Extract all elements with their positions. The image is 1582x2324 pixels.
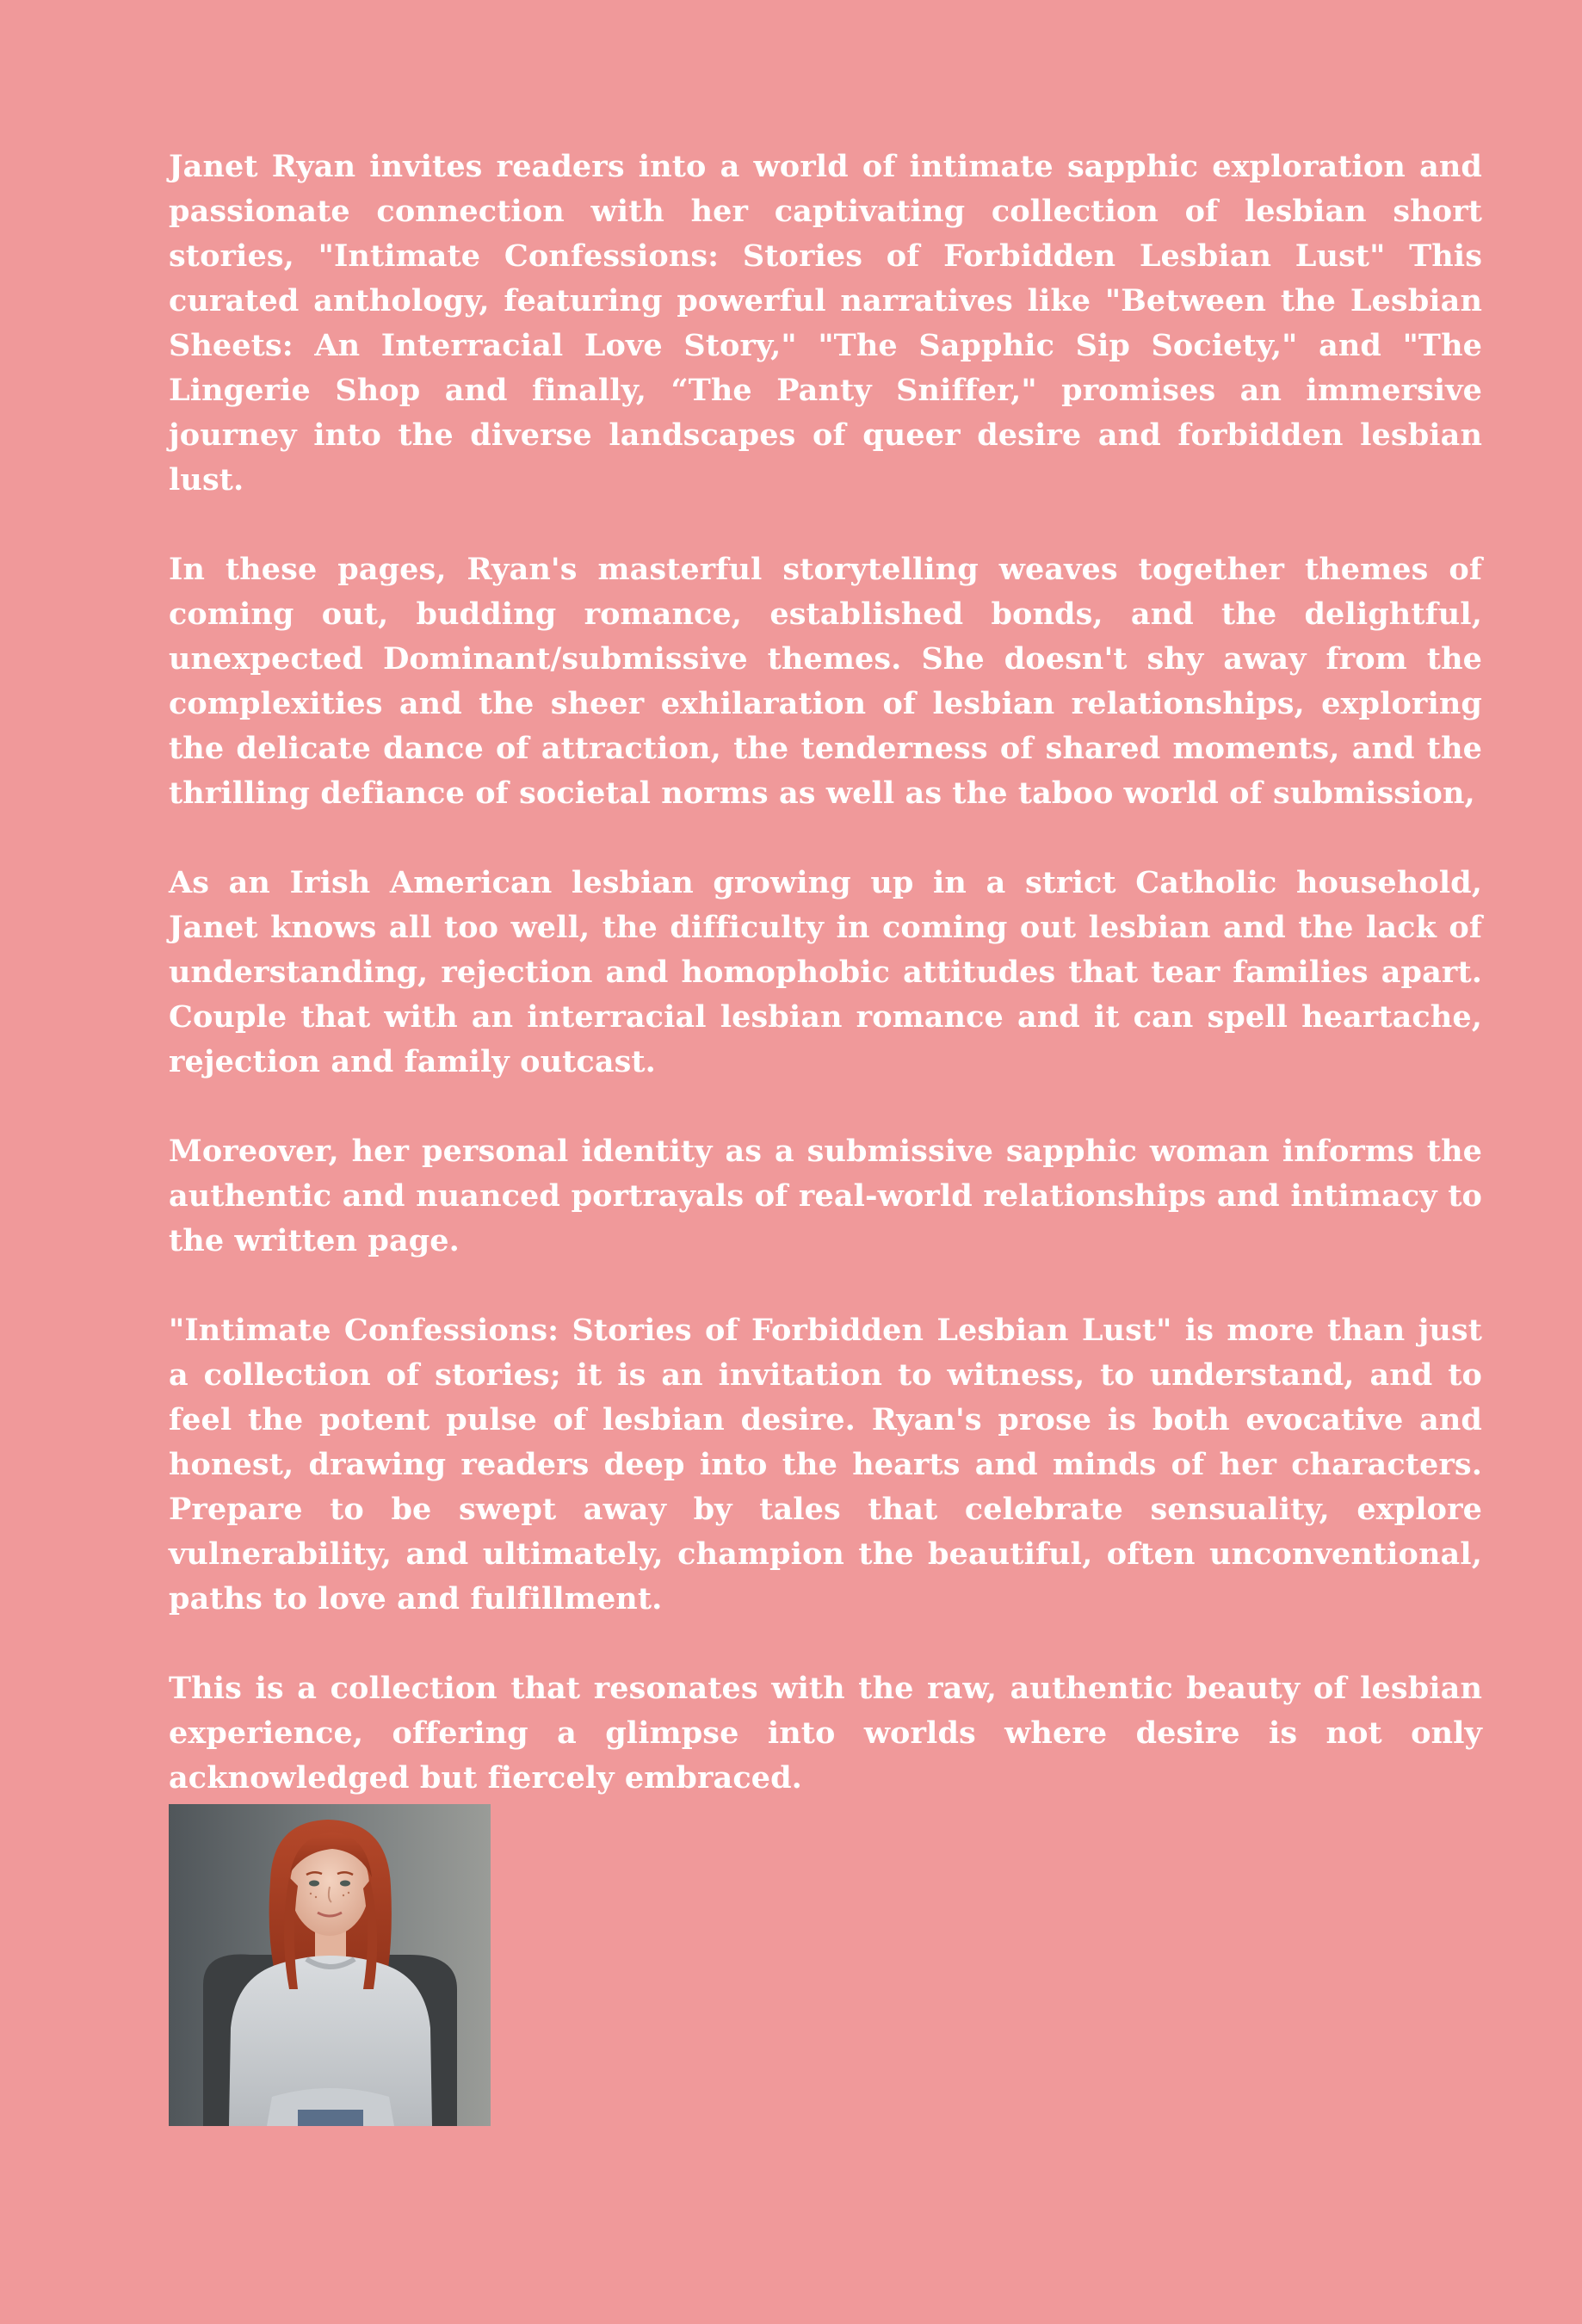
book-description (169, 145, 1482, 1801)
description-paragraph-3: As an Irish American lesbian growing up in a strict Catholic household, Janet knows all too well, the difficulty in coming out lesbian and the lack of understanding, rejection and homophobic attitudes that tear families apart. Couple that with an interracial lesbian romance and it can spell heartache, rejection and family outcast. (169, 865, 1482, 1079)
description-paragraph-2: In these pages, Ryan's masterful storytelling weaves together themes of coming out, budding romance, established bonds, and the delightful, unexpected Dominant/submissive themes. She doesn't shy away from the complexities and the sheer exhilaration of lesbian relationships, exploring the delicate dance of attraction, the tenderness of shared moments, and the thrilling defiance of societal norms as well as the taboo world of submission, (169, 552, 1482, 811)
description-paragraph-5: "Intimate Confessions: Stories of Forbidden Lesbian Lust" is more than just a collection of stories; it is an invitation to witness, to understand, and to feel the potent pulse of lesbian desire. Ryan's prose is both evocative and honest, drawing readers deep into the hearts and minds of her characters. Prepare to be swept away by tales that celebrate sensuality, explore vulnerability, and ultimately, champion the beautiful, often unconventional, paths to love and fulfillment. (169, 1313, 1482, 1616)
description-paragraph-1: Janet Ryan invites readers into a world of intimate sapphic exploration and passionate connection with her captivating collection of lesbian short stories, "Intimate Confessions: Stories of Forbidden Lesbian Lust" This curated anthology, featuring powerful narratives like "Between the Lesbian Sheets: An Interracial Love Story," "The Sapphic Sip Society," and "The Lingerie Shop and finally, “The Panty Sniffer," promises an immersive journey into the diverse landscapes of queer desire and forbidden lesbian lust. (169, 149, 1482, 498)
author-photo (169, 1804, 491, 2126)
description-paragraph-4: Moreover, her personal identity as a submissive sapphic woman informs the authentic and nuanced portrayals of real-world relationships and intimacy to the written page. (169, 1134, 1482, 1258)
description-paragraph-6: This is a collection that resonates with the raw, authentic beauty of lesbian experience, offering a glimpse into worlds where desire is not only acknowledged but fiercely embraced. (169, 1671, 1482, 1796)
